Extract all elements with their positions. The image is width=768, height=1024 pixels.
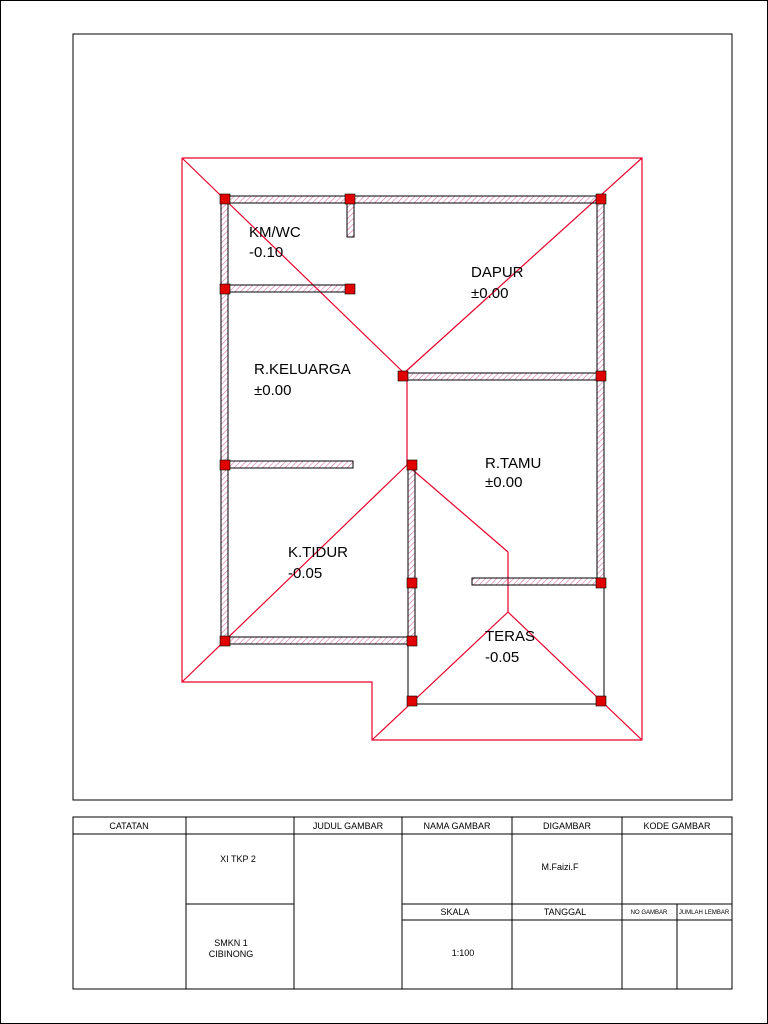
column <box>220 194 230 204</box>
digambar-label: DIGAMBAR <box>542 821 592 831</box>
drafter-name: M.Faizi.F <box>541 862 579 872</box>
room-level-kmwc: -0.10 <box>249 244 284 261</box>
room-name-kmwc: KM/WC <box>249 224 301 241</box>
column <box>398 371 408 381</box>
sheet-border <box>1 1 768 1024</box>
catatan-label: CATATAN <box>109 821 149 831</box>
room-name-teras: TERAS <box>485 628 536 645</box>
nama-gambar-label: NAMA GAMBAR <box>423 821 491 831</box>
tanggal-label: TANGGAL <box>543 907 587 917</box>
column <box>220 636 230 646</box>
wall-tamu-bottom <box>472 578 601 585</box>
column <box>596 578 606 588</box>
scale-value: 1:100 <box>451 948 475 958</box>
wall-left <box>221 199 228 641</box>
roof-hip-line <box>182 158 404 373</box>
wall-top <box>225 196 601 203</box>
room-name-dapur: DAPUR <box>471 264 524 281</box>
room-name-tamu: R.TAMU <box>485 455 542 472</box>
title-block-text <box>109 821 730 959</box>
wall-kmwc <box>225 285 351 292</box>
drawing-frame <box>73 34 732 800</box>
room-level-teras: -0.05 <box>485 649 520 666</box>
title-block <box>73 817 732 989</box>
column <box>407 636 417 646</box>
room-name-tidur: K.TIDUR <box>288 544 348 561</box>
column <box>345 194 355 204</box>
room-level-dapur: ±0.00 <box>471 285 509 302</box>
column <box>596 194 606 204</box>
column <box>345 284 355 294</box>
school-name-line2: CIBINONG <box>208 949 254 959</box>
room-level-tidur: -0.05 <box>288 565 323 582</box>
wall-center <box>408 465 415 641</box>
class-name: XI TKP 2 <box>220 854 256 864</box>
column <box>407 460 417 470</box>
column <box>407 696 417 706</box>
room-name-keluarga: R.KELUARGA <box>254 361 351 378</box>
room-level-tamu: ±0.00 <box>485 474 523 491</box>
column <box>596 371 606 381</box>
no-gambar-label: NO GAMBAR <box>630 910 668 916</box>
walls <box>221 196 604 644</box>
wall-dapur-tamu <box>404 373 601 380</box>
column <box>407 578 417 588</box>
skala-label: SKALA <box>440 907 470 917</box>
jumlah-lembar-label: JUMLAH LEMBAR <box>678 910 730 916</box>
wall-kmwc-stub <box>347 199 354 237</box>
kode-gambar-label: KODE GAMBAR <box>643 821 711 831</box>
room-level-keluarga: ±0.00 <box>254 382 292 399</box>
wall-keluarga-tidur <box>225 461 353 468</box>
column <box>220 284 230 294</box>
school-name-line1: SMKN 1 <box>214 938 248 948</box>
column <box>220 460 230 470</box>
judul-gambar-label: JUDUL GAMBAR <box>312 821 384 831</box>
wall-bottom-tidur <box>225 637 412 644</box>
wall-right <box>597 199 604 583</box>
column <box>596 696 606 706</box>
